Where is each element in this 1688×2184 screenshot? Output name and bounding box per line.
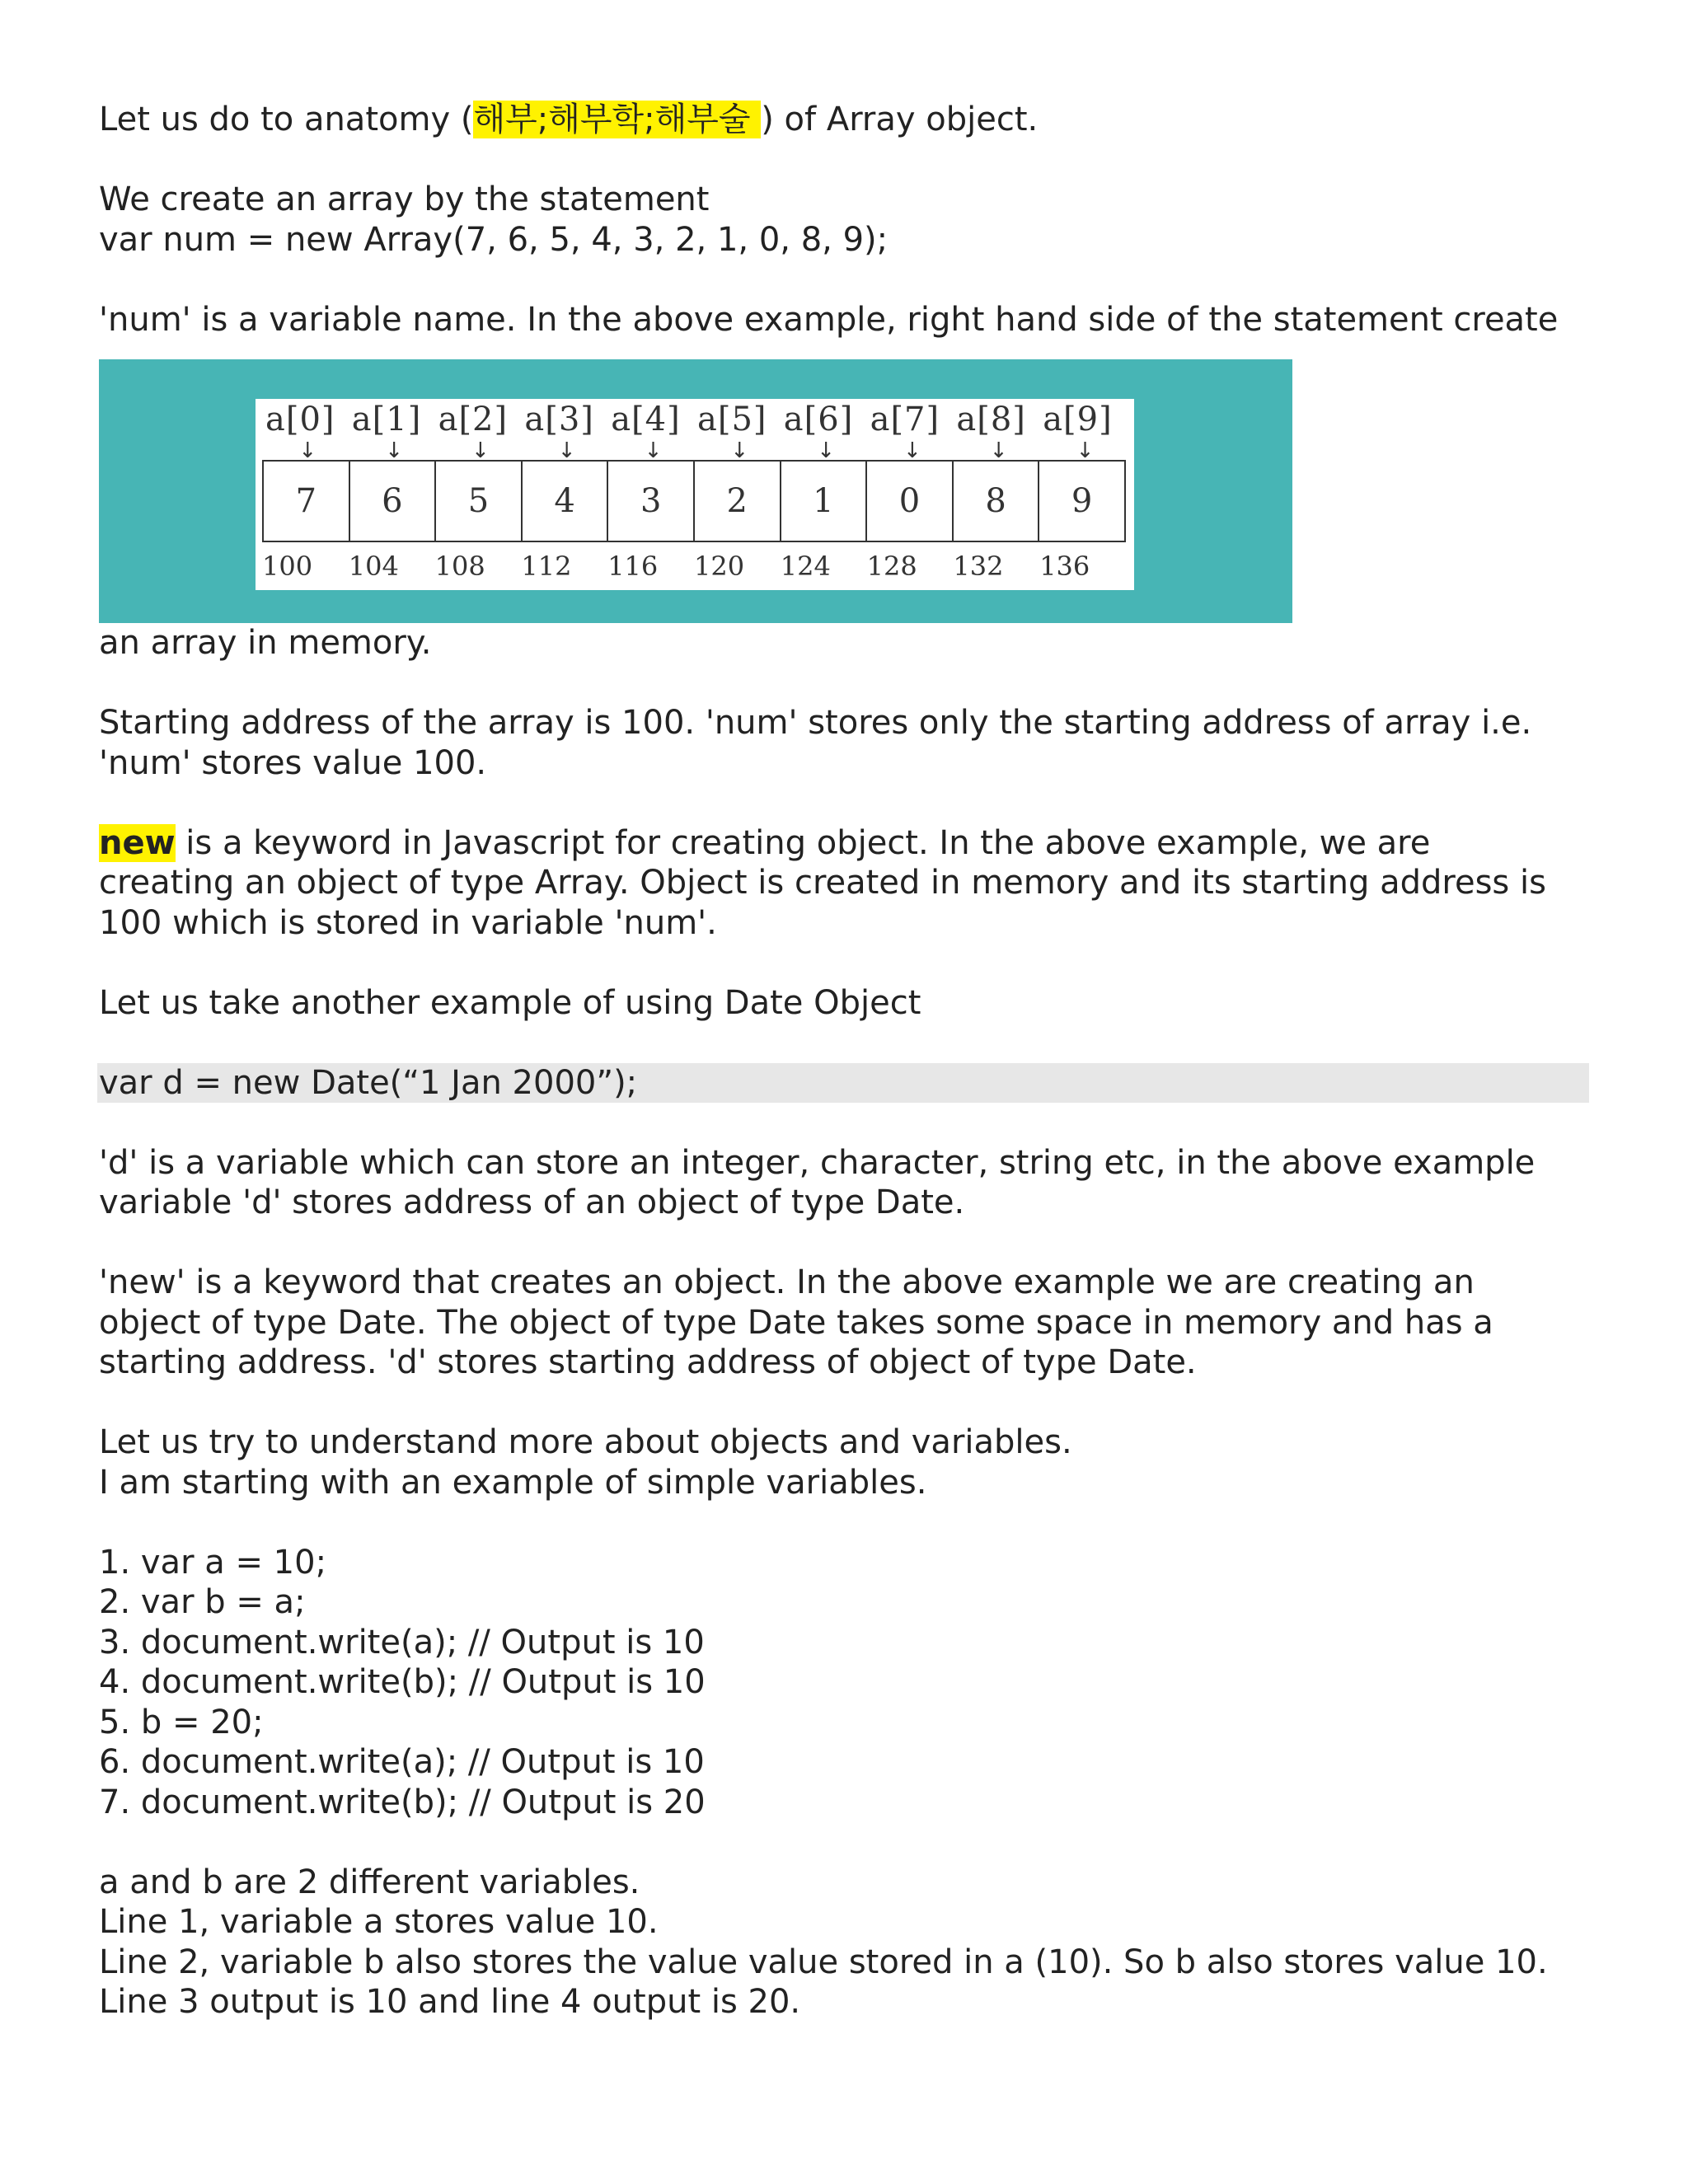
array-cell: 2 xyxy=(695,462,781,541)
memory-address-label: 132 xyxy=(953,551,1004,582)
intro-suffix: ) of Array object. xyxy=(761,101,1039,138)
array-cell: 8 xyxy=(954,462,1040,541)
paragraph-line: Let us take another example of using Date Object xyxy=(99,983,921,1022)
down-arrow-icon: ↓ xyxy=(644,438,663,463)
down-arrow-icon: ↓ xyxy=(557,438,576,463)
document-page xyxy=(99,0,1599,2022)
memory-address-label: 104 xyxy=(348,551,399,582)
paragraph-line: Let us try to understand more about objects and variables. xyxy=(99,1423,1072,1461)
array-cell: 3 xyxy=(608,462,695,541)
code-inline-line: var num = new Array(7, 6, 5, 4, 3, 2, 1, 0, 8, 9); xyxy=(99,220,889,259)
paragraph-line: Line 3 output is 10 and line 4 output is 20. xyxy=(99,1983,801,2021)
array-index-label: a[4] xyxy=(611,401,681,438)
memory-address-label: 108 xyxy=(434,551,485,582)
memory-address-label: 116 xyxy=(607,551,659,582)
array-cell: 4 xyxy=(523,462,609,541)
korean-highlight: 해부;해부학;해부술 xyxy=(473,101,762,138)
code-block: var d = new Date(“1 Jan 2000”); xyxy=(97,1063,1589,1104)
memory-address-label: 136 xyxy=(1039,551,1090,582)
paragraph-line: 'd' is a variable which can store an integer, character, string etc, in the above example xyxy=(99,1143,1536,1182)
intro-prefix: Let us do to anatomy ( xyxy=(99,101,474,138)
paragraph-text: is a keyword in Javascript for creating object. In the above example, we are xyxy=(175,823,1431,862)
array-cells xyxy=(262,460,1126,542)
array-cell: 0 xyxy=(867,462,954,541)
down-arrow-icon: ↓ xyxy=(471,438,490,463)
array-memory-figure xyxy=(99,359,1292,623)
paragraph-line: 'num' is a variable name. In the above example, right hand side of the statement create xyxy=(99,300,1559,339)
code-listing-line: 7. document.write(b); // Output is 20 xyxy=(99,1783,706,1821)
code-listing-line: 6. document.write(a); // Output is 10 xyxy=(99,1743,705,1781)
memory-address-label: 124 xyxy=(780,551,831,582)
paragraph-line: We create an array by the statement xyxy=(99,180,710,218)
array-index-label: a[7] xyxy=(870,401,940,438)
array-cell: 6 xyxy=(350,462,437,541)
paragraph-line: starting address. 'd' stores starting address of object of type Date. xyxy=(99,1343,1197,1381)
paragraph-line: creating an object of type Array. Object is created in memory and its starting address is xyxy=(99,864,1546,902)
paragraph-line: Starting address of the array is 100. 'num' stores only the starting address of array i.e. xyxy=(99,704,1532,742)
down-arrow-icon: ↓ xyxy=(1076,438,1095,463)
array-index-label: a[6] xyxy=(783,401,854,438)
down-arrow-icon: ↓ xyxy=(385,438,403,463)
intro-paragraph xyxy=(99,100,1599,140)
down-arrow-icon: ↓ xyxy=(989,438,1008,463)
array-index-label: a[0] xyxy=(265,401,335,438)
array-index-label: a[1] xyxy=(351,401,422,438)
down-arrow-icon: ↓ xyxy=(298,438,317,463)
paragraph-line: 100 which is stored in variable 'num'. xyxy=(99,903,717,942)
code-listing-line: 4. document.write(b); // Output is 10 xyxy=(99,1663,706,1701)
code-listing-line: 3. document.write(a); // Output is 10 xyxy=(99,1623,705,1661)
new-keyword-paragraph xyxy=(99,823,1599,864)
new-keyword-highlight: new xyxy=(99,823,176,862)
array-index-label: a[5] xyxy=(697,401,767,438)
array-cell: 9 xyxy=(1071,482,1093,520)
code-listing-line: 1. var a = 10; xyxy=(99,1543,327,1582)
array-index-label: a[8] xyxy=(956,401,1026,438)
paragraph-line: an array in memory. xyxy=(99,624,432,662)
memory-address-label: 100 xyxy=(262,551,313,582)
code-listing-line: 2. var b = a; xyxy=(99,1583,306,1621)
array-index-label: a[9] xyxy=(1043,401,1113,438)
array-diagram xyxy=(256,399,1134,590)
array-index-label: a[3] xyxy=(524,401,594,438)
array-cell: 1 xyxy=(781,462,868,541)
paragraph-line: I am starting with an example of simple variables. xyxy=(99,1463,927,1502)
array-cell: 7 xyxy=(264,462,350,541)
memory-address-label: 128 xyxy=(866,551,917,582)
paragraph-line: Line 2, variable b also stores the value value stored in a (10). So b also stores value 10. xyxy=(99,1943,1548,1981)
paragraph-line: 'new' is a keyword that creates an object. In the above example we are creating an xyxy=(99,1263,1475,1301)
paragraph-line: Line 1, variable a stores value 10. xyxy=(99,1903,659,1941)
array-cell: 5 xyxy=(436,462,523,541)
down-arrow-icon: ↓ xyxy=(817,438,835,463)
memory-address-label: 112 xyxy=(521,551,572,582)
down-arrow-icon: ↓ xyxy=(730,438,749,463)
array-index-label: a[2] xyxy=(438,401,509,438)
paragraph-line: object of type Date. The object of type Date takes some space in memory and has a xyxy=(99,1303,1493,1342)
paragraph-line: variable 'd' stores address of an object of type Date. xyxy=(99,1183,965,1221)
memory-address-label: 120 xyxy=(694,551,745,582)
code-listing-line: 5. b = 20; xyxy=(99,1703,264,1741)
paragraph-line: a and b are 2 different variables. xyxy=(99,1863,640,1901)
paragraph-line: 'num' stores value 100. xyxy=(99,743,487,782)
down-arrow-icon: ↓ xyxy=(903,438,921,463)
